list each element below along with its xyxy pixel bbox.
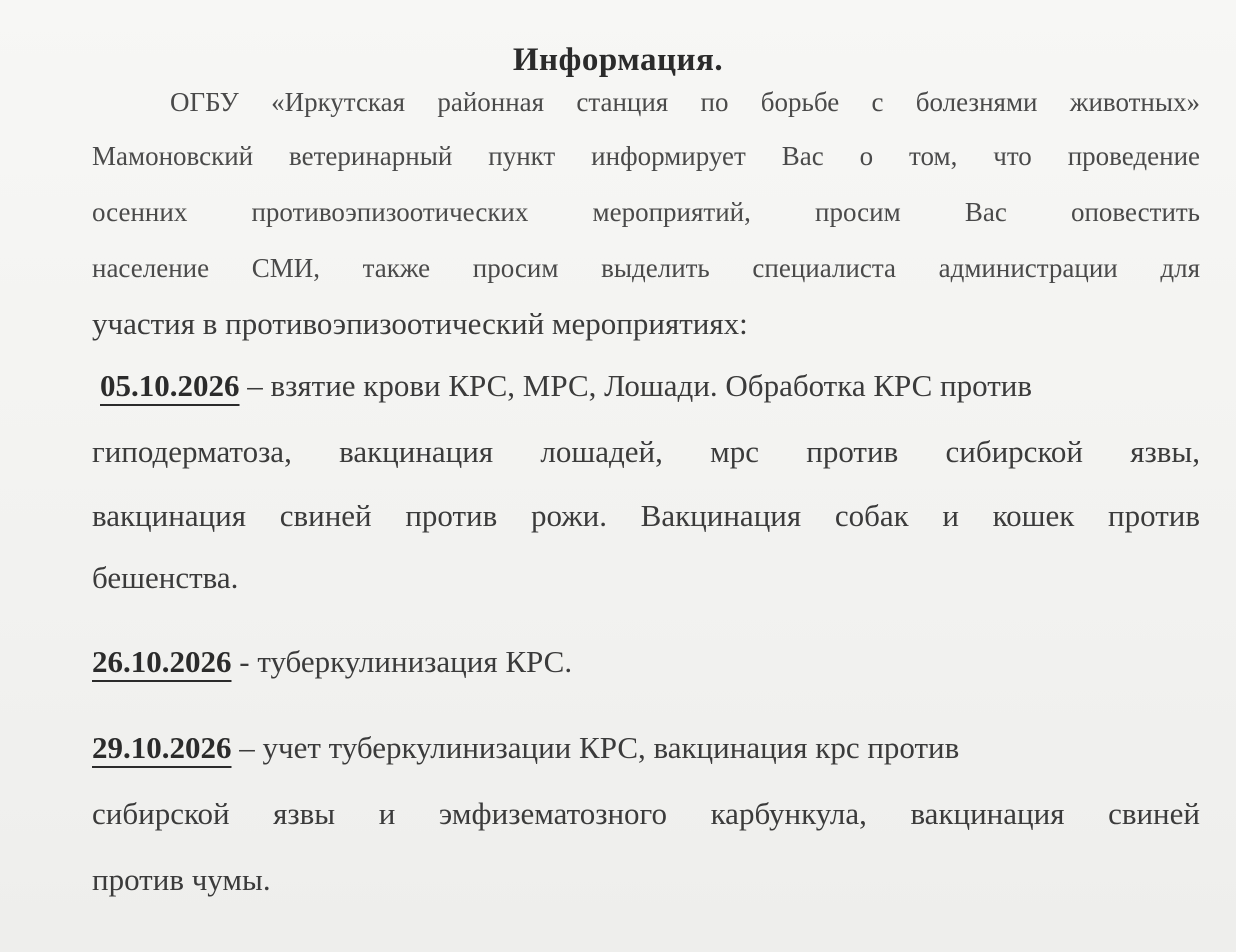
intro-line-3: осенних противоэпизоотических мероприятий, просим Вас оповестить [92, 197, 1200, 227]
entry-1-line-4: бешенства. [92, 560, 239, 595]
entry-1-line-3: вакцинация свиней против рожи. Вакцинация собак и кошек против [92, 498, 1200, 533]
entry-text: – учет туберкулинизации КРС, вакцинация крс против [231, 730, 960, 765]
intro-line-1: ОГБУ «Иркутская районная станция по борьбе с болезнями животных» [170, 87, 1200, 117]
entry-2-first-line [92, 642, 1200, 682]
entry-1-first-line [100, 366, 1200, 406]
intro-line-5: участия в противоэпизоотический мероприятиях: [92, 306, 748, 341]
entry-3-first-line [92, 728, 1200, 768]
entry-date: 05.10.2026 [100, 368, 240, 403]
intro-line-4: население СМИ, также просим выделить специалиста администрации для [92, 253, 1200, 283]
entry-text: - туберкулинизация КРС. [231, 644, 573, 679]
entry-3-line-2: сибирской язвы и эмфизематозного карбункула, вакцинация свиней [92, 796, 1200, 831]
document-title: Информация. [512, 42, 724, 78]
entry-date: 26.10.2026 [92, 644, 232, 679]
entry-text: – взятие крови КРС, МРС, Лошади. Обработка КРС против [239, 368, 1033, 403]
entry-date: 29.10.2026 [92, 730, 232, 765]
entry-1-line-2: гиподерматоза, вакцинация лошадей, мрс против сибирской язвы, [92, 434, 1200, 469]
intro-line-2: Мамоновский ветеринарный пункт информирует Вас о том, что проведение [92, 141, 1200, 171]
entry-3-line-3: против чумы. [92, 862, 271, 897]
